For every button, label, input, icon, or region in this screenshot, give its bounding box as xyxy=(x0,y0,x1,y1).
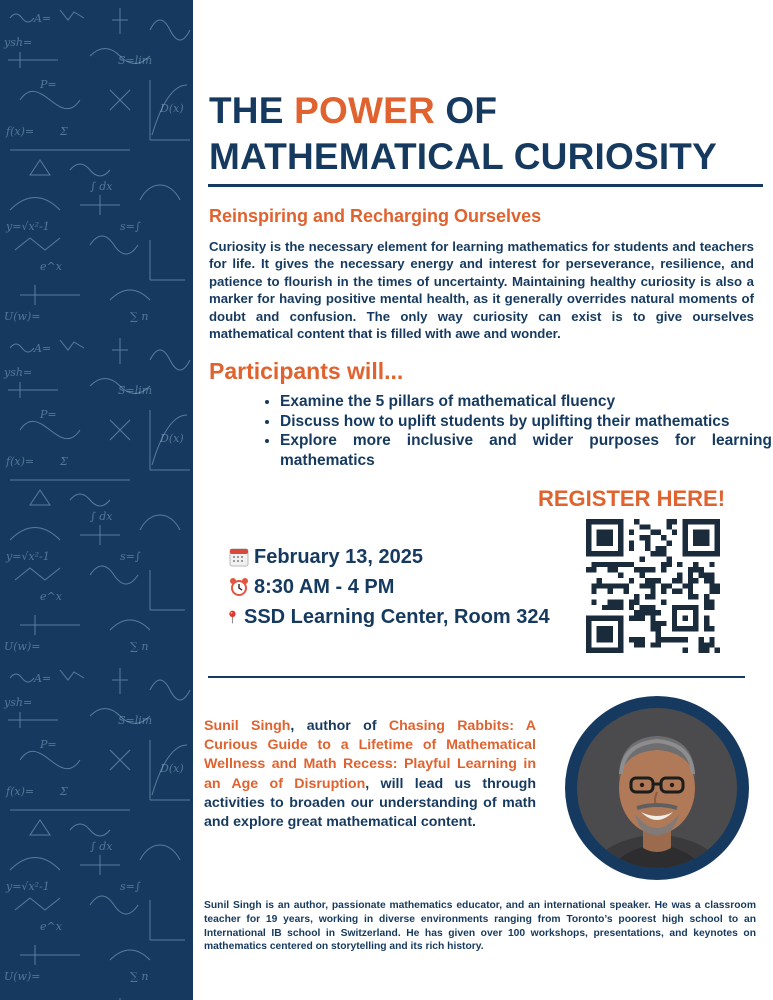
list-item: • Explore more inclusive and wider purposes for learning mathematics xyxy=(280,431,772,470)
speaker-intro-text-1: , author of xyxy=(290,718,389,734)
divider-middle xyxy=(208,676,745,678)
math-pattern-sidebar xyxy=(0,0,193,1000)
event-date xyxy=(228,543,423,571)
participants-heading: Participants will... xyxy=(209,358,404,384)
title-prefix: THE xyxy=(209,90,295,131)
speaker-name: Sunil Singh xyxy=(204,718,291,734)
math-doodle-pattern xyxy=(0,0,193,1000)
title-accent-word: POWER xyxy=(294,90,435,131)
divider-top xyxy=(208,184,763,187)
speaker-photo xyxy=(565,696,749,880)
title-line-2: MATHEMATICAL CURIOSITY xyxy=(209,136,717,177)
objectives-list xyxy=(262,392,772,470)
event-time-text: 8:30 AM - 4 PM xyxy=(254,575,395,598)
description-paragraph: Curiosity is the necessary element for learning mathematics for students and teachers for life. It gives the necessary energy and interest for perseverance, resilience, and patience to flourish in the times of uncertainty. Maintaining healthy curiosity is also a marker for having positive mental health, as it generally overrides natural moments of doubt and confusion. The only way curiosity can exist is to give ourselves mathematical content that is filled with awe and wonder. xyxy=(209,239,754,342)
speaker-intro-text-2: , will lead us through activities to broaden our understanding of math and explore great mathematical content. xyxy=(204,775,536,831)
event-location-text: SSD Learning Center, Room 324 xyxy=(244,605,550,628)
event-location xyxy=(228,603,550,631)
page-title xyxy=(209,88,759,180)
registration-qr-code[interactable] xyxy=(586,519,720,653)
list-item: • Discuss how to uplift students by uplifting their mathematics xyxy=(280,412,772,432)
subtitle: Reinspiring and Recharging Ourselves xyxy=(209,206,542,226)
speaker-bio: Sunil Singh is an author, passionate mathematics educator, and an international speaker. He was a classroom teacher for 19 years, working in diverse environments ranging from Toronto’s poorest high school to an International IB school in Switzerland. He has given over 100 workshops, presentations, and keynotes on mathematics centered on storytelling and its rich history. xyxy=(204,900,756,953)
event-date-text: February 13, 2025 xyxy=(254,545,423,568)
speaker-intro xyxy=(204,717,536,832)
calendar-icon xyxy=(228,546,250,568)
location-pin-icon xyxy=(228,606,242,628)
speaker-books: Chasing Rabbits: A Curious Guide to a Lifetime of Mathematical Wellness and Math Recess: Playful Learning in an Age of Disruption xyxy=(204,718,536,792)
register-heading[interactable]: REGISTER HERE! xyxy=(538,486,726,511)
event-time xyxy=(228,573,394,601)
alarm-clock-icon xyxy=(228,576,250,598)
title-of: OF xyxy=(434,90,498,131)
list-item: • Examine the 5 pillars of mathematical fluency xyxy=(280,392,772,412)
